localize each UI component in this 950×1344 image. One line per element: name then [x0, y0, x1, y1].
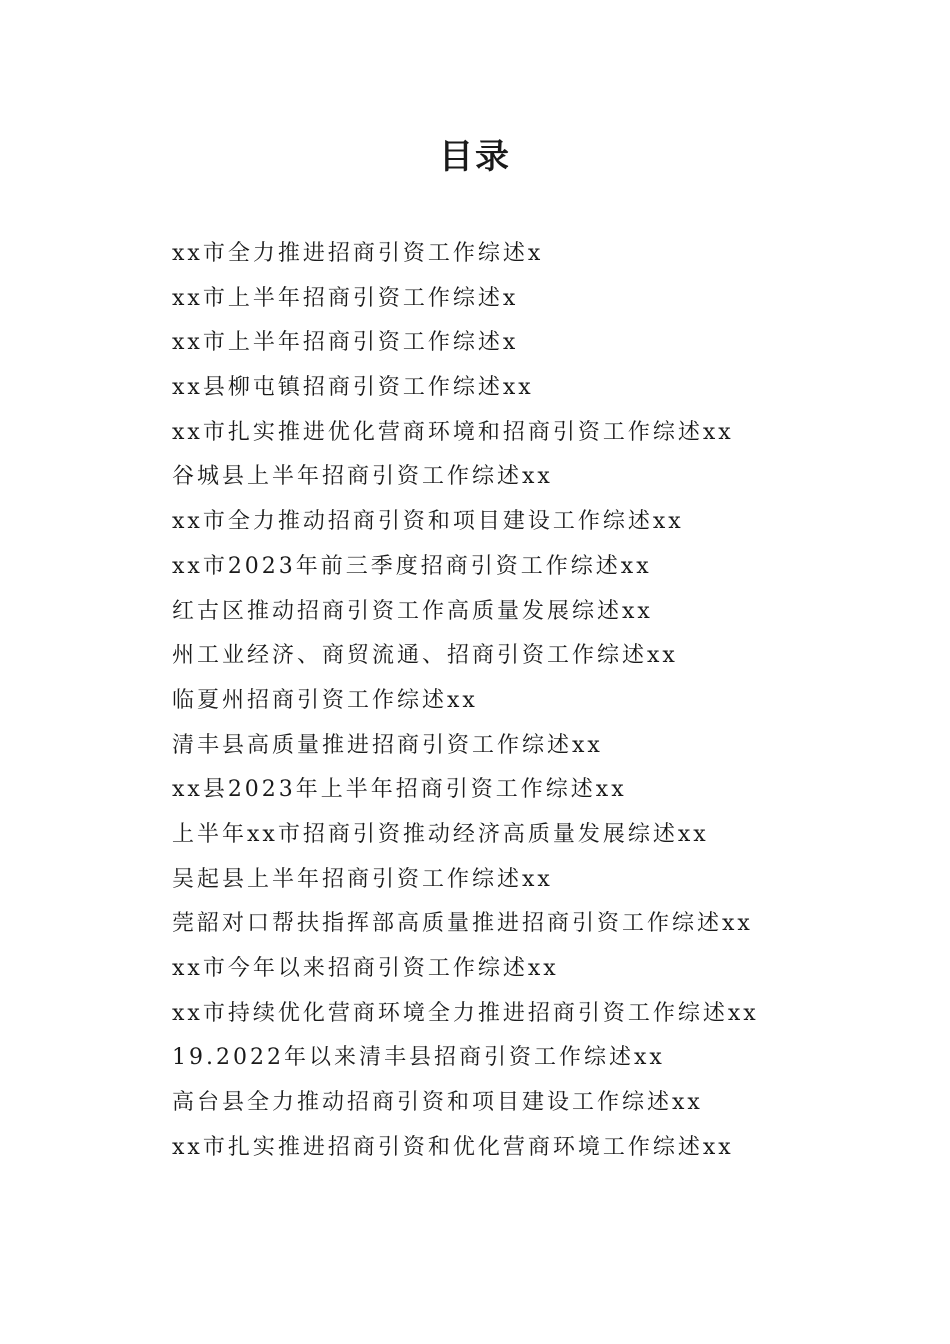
toc-entry: xx市全力推进招商引资工作综述x	[172, 241, 544, 266]
toc-entry: xx市扎实推进优化营商环境和招商引资工作综述xx	[172, 419, 734, 445]
toc-title: 目录	[439, 137, 511, 177]
toc-entry: xx市上半年招商引资工作综述x	[172, 285, 519, 311]
toc-list	[172, 232, 812, 1170]
toc-entry: 清丰县高质量推进招商引资工作综述xx	[172, 732, 603, 758]
toc-entry: xx市2023年前三季度招商引资工作综述xx	[172, 553, 652, 579]
toc-entry: xx市今年以来招商引资工作综述xx	[172, 956, 559, 981]
toc-entry: xx县2023年上半年招商引资工作综述xx	[172, 777, 627, 803]
toc-entry: 莞韶对口帮扶指挥部高质量推进招商引资工作综述xx	[172, 911, 753, 937]
toc-entry: 州工业经济、商贸流通、招商引资工作综述xx	[172, 643, 678, 669]
toc-entry: 临夏州招商引资工作综述xx	[172, 687, 478, 713]
toc-entry: xx市扎实推进招商引资和优化营商环境工作综述xx	[172, 1134, 734, 1160]
toc-entry: 吴起县上半年招商引资工作综述xx	[172, 866, 553, 892]
toc-entry: xx市持续优化营商环境全力推进招商引资工作综述xx	[172, 1000, 759, 1026]
toc-entry: 上半年xx市招商引资推动经济高质量发展综述xx	[172, 821, 709, 847]
toc-entry: xx市全力推动招商引资和项目建设工作综述xx	[172, 509, 684, 535]
toc-entry: 高台县全力推动招商引资和项目建设工作综述xx	[172, 1090, 703, 1116]
toc-entry: 红古区推动招商引资工作高质量发展综述xx	[172, 598, 653, 624]
toc-entry: 19.2022年以来清丰县招商引资工作综述xx	[172, 1045, 665, 1071]
toc-entry: xx县柳屯镇招商引资工作综述xx	[172, 375, 534, 401]
toc-entry: 谷城县上半年招商引资工作综述xx	[172, 464, 553, 490]
toc-entry: xx市上半年招商引资工作综述x	[172, 330, 519, 356]
